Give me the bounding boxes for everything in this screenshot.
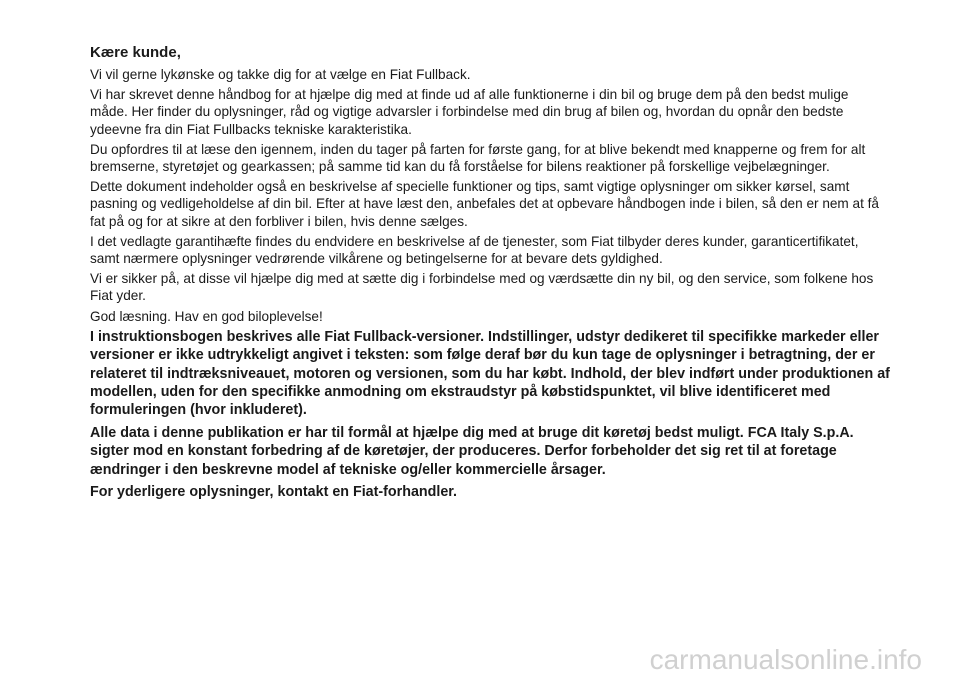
data-disclaimer-paragraph: Alle data i denne publikation er har til formål at hjælpe dig med at bruge dit køretøj bedst muligt. FCA Italy S.p.A. sigter mod en konstant forbedring af de køretøjer, der produceres. Derfor forbeholder det sig ret til at foretage ændringer i den beskrevne model af tekniske og/eller kommercielle årsager.: [90, 424, 854, 478]
intro-paragraph: Vi vil gerne lykønske og takke dig for at vælge en Fiat Fullback.: [90, 67, 471, 82]
versions-notice-paragraph: I instruktionsbogen beskrives alle Fiat Fullback-versioner. Indstillinger, udstyr dedikeret til specifikke markeder eller versioner er ikke udtrykkeligt angivet i teksten: som følge deraf bør du kun tage de oplysninger i betragtning, der er relateret til indtræksniveauet, motoren og versionen, som du har købt. Indhold, der blev indført under produktionen af modellen, uden for den specifikke anmodning om ekstraudstyr på købstidspunktet, vil blive identificeret med formuleringen (hvor inkluderet).: [90, 328, 890, 419]
warranty-paragraph: I det vedlagte garantihæfte findes du endvidere en beskrivelse af de tjenester, som Fiat tilbyder deres kunder, garanticertifikatet, samt nærmere oplysninger vedrørende vilkårene og betingelserne for at bevare dets gyldighed.: [90, 233, 859, 267]
document-contents-paragraph: Dette dokument indeholder også en beskrivelse af specielle funktioner og tips, samt vigtige oplysninger om sikker kørsel, samt pasning og vedligeholdelse af din bil. Efter at have læst den, anbefales det at opbevare håndbogen inde i bilen, så den er nem at få fat på og for at sikre at den forbliver i bilen, hvis denne sælges.: [90, 179, 879, 229]
document-page: [90, 44, 890, 506]
dealer-contact-paragraph: For yderligere oplysninger, kontakt en Fiat-forhandler.: [90, 484, 458, 501]
closing-paragraph: God læsning. Hav en god biloplevelse!: [90, 308, 323, 324]
watermark-text: carmanualsonline.info: [649, 644, 922, 675]
greeting-heading: Kære kunde,: [90, 44, 181, 61]
manual-purpose-paragraph: Vi har skrevet denne håndbog for at hjælpe dig med at finde ud af alle funktionerne i din bil og bruge dem på den bedst mulige måde. Her finder du oplysninger, råd og vigtige advarsler i forbindelse med din brug af bilen og, hvordan du opnår den bedste ydeevne fra din Fiat Fullbacks tekniske karakteristika.: [90, 87, 849, 137]
confidence-paragraph: Vi er sikker på, at disse vil hjælpe dig med at sætte dig i forbindelse med og værdsætte din ny bil, og den service, som folkene hos Fiat yder.: [90, 271, 874, 304]
read-before-driving-paragraph: Du opfordres til at læse den igennem, inden du tager på farten for første gang, for at blive bekendt med knapperne og frem for alt bremserne, styretøjet og gearkassen; på samme tid kan du få forståelse for bilens reaktioner på forskellige vejbelægninger.: [90, 141, 866, 175]
